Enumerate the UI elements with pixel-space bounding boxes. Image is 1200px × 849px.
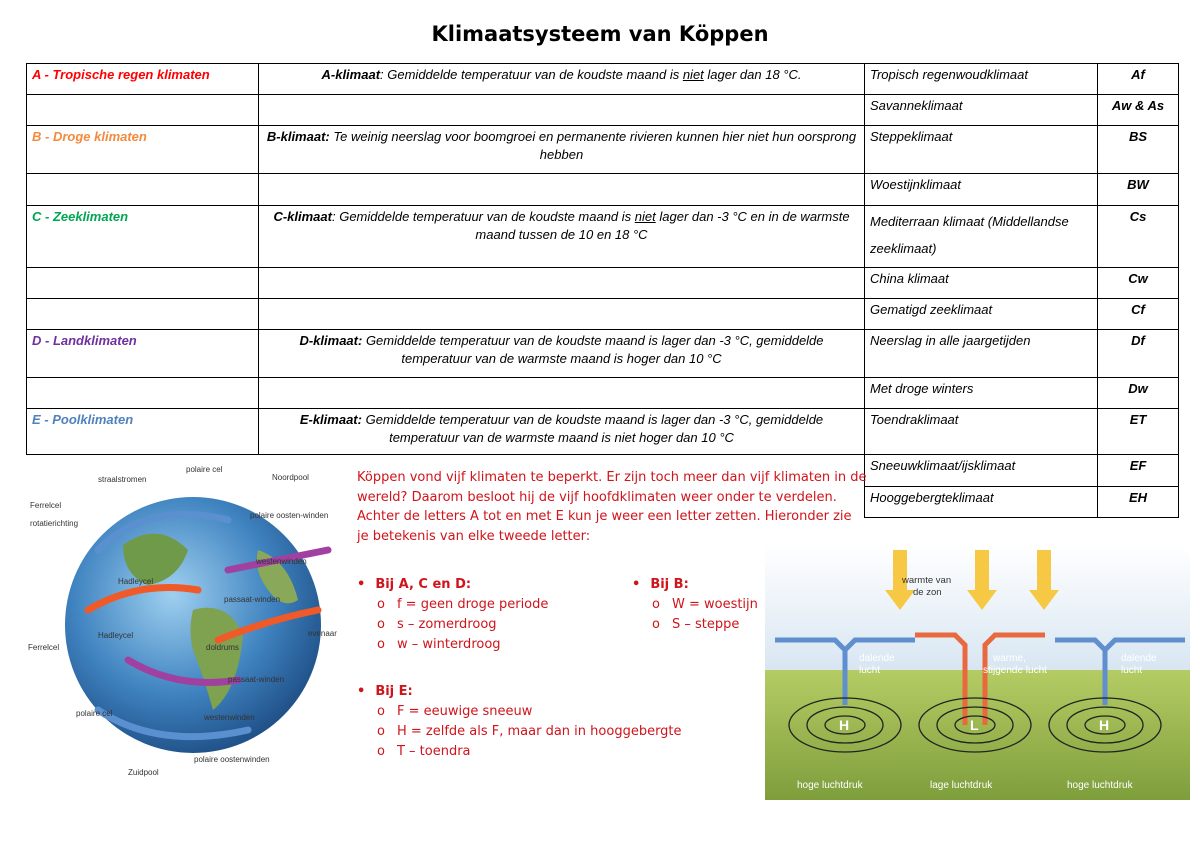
type-row <box>865 330 1179 378</box>
class-name: E - Poolklimaten <box>27 409 259 455</box>
type-code: BW <box>1098 174 1179 206</box>
type-code: Dw <box>1098 378 1179 409</box>
group-item: o T – toendra <box>357 742 757 762</box>
type-code: BS <box>1098 126 1179 174</box>
label-passaatwinden-bottom: passaat-winden <box>228 675 285 684</box>
pressure-h-left: H <box>839 717 850 733</box>
group-e <box>357 682 757 762</box>
class-row <box>27 206 865 268</box>
type-code: Af <box>1098 64 1179 95</box>
definition-head: B-klimaat: <box>266 129 330 144</box>
type-code: Cw <box>1098 268 1179 299</box>
pressure-h-right: H <box>1099 717 1110 733</box>
label-ferrelcel-top: Ferrelcel <box>30 501 62 510</box>
definition-text: lager dan 18 °C. <box>703 67 802 82</box>
label-polaire-oostenwinden-bottom: polaire oostenwinden <box>194 755 270 764</box>
class-name: C - Zeeklimaten <box>27 206 259 268</box>
class-row <box>27 268 865 299</box>
pressure-diagram-figure <box>765 545 1190 800</box>
type-row <box>865 95 1179 126</box>
label-doldrums: doldrums <box>206 643 239 652</box>
group-item: o w – winterdroog <box>357 635 627 655</box>
label-lage: lage luchtdruk <box>930 780 993 791</box>
type-name: Sneeuwklimaat/ijsklimaat <box>865 455 1098 487</box>
label-zuidpool: Zuidpool <box>128 768 159 777</box>
group-item: o f = geen droge periode <box>357 595 627 615</box>
label-warmte-line1: warmte van <box>902 575 952 586</box>
group-heading: • Bij A, C en D: <box>357 575 627 595</box>
class-name <box>27 95 259 126</box>
type-name: Woestijnklimaat <box>865 174 1098 206</box>
group-item: o F = eeuwige sneeuw <box>357 702 757 722</box>
type-name: Tropisch regenwoudklimaat <box>865 64 1098 95</box>
type-code: EF <box>1098 455 1179 487</box>
group-item: o H = zelfde als F, maar dan in hooggebergte <box>357 722 757 742</box>
class-name: A - Tropische regen klimaten <box>27 64 259 95</box>
label-rotatierichting: rotatierichting <box>30 519 79 528</box>
label-dalende-left-1: dalende <box>859 653 895 664</box>
class-row <box>27 64 865 95</box>
label-polaire-cel-bottom: polaire cel <box>76 709 113 718</box>
type-name: Met droge winters <box>865 378 1098 409</box>
type-name: China klimaat <box>865 268 1098 299</box>
type-row <box>865 455 1179 487</box>
class-definition <box>259 378 865 409</box>
type-name: Gematigd zeeklimaat <box>865 299 1098 330</box>
group-item: o S – steppe <box>632 615 772 635</box>
label-warme-1: warme, <box>993 653 1026 664</box>
group-heading: • Bij E: <box>357 682 757 702</box>
type-row <box>865 487 1179 518</box>
class-row <box>27 126 865 174</box>
definition-underlined: niet <box>682 67 704 82</box>
label-noordpool: Noordpool <box>272 473 309 482</box>
class-row <box>27 409 865 455</box>
type-code: EH <box>1098 487 1179 518</box>
label-dalende-right-1: dalende <box>1121 653 1157 664</box>
definition-head: E-klimaat: <box>299 412 362 427</box>
group-heading: • Bij B: <box>632 575 772 595</box>
type-name: Hooggebergteklimaat <box>865 487 1098 518</box>
climate-types-table <box>864 63 1179 518</box>
definition-text: Te weinig neerslag voor boomgroei en permanente rivieren kunnen hier niet hun oorsprong hebben <box>329 129 857 162</box>
group-a-c-d <box>357 575 627 655</box>
definition-text: : Gemiddelde temperatuur van de koudste maand is <box>380 67 683 82</box>
type-code: Aw & As <box>1098 95 1179 126</box>
class-name <box>27 378 259 409</box>
definition-underlined: niet <box>634 209 656 224</box>
class-definition <box>259 299 865 330</box>
label-warme-2: stijgende lucht <box>983 665 1047 676</box>
type-code: ET <box>1098 409 1179 455</box>
definition-head: D-klimaat: <box>299 333 363 348</box>
class-definition <box>259 206 865 268</box>
type-row <box>865 268 1179 299</box>
type-code: Df <box>1098 330 1179 378</box>
label-dalende-left-2: lucht <box>859 665 881 676</box>
label-hoge-right: hoge luchtdruk <box>1067 780 1133 791</box>
label-polaire-cel-top: polaire cel <box>186 465 223 474</box>
class-row <box>27 95 865 126</box>
pressure-l: L <box>970 717 979 733</box>
type-row <box>865 174 1179 206</box>
type-row <box>865 126 1179 174</box>
type-name: Toendraklimaat <box>865 409 1098 455</box>
type-row <box>865 378 1179 409</box>
definition-text: Gemiddelde temperatuur van de koudste maand is lager dan -3 °C, gemiddelde temperatuur van de warmste maand is niet hoger dan 10 °C <box>361 412 824 445</box>
class-name: B - Droge klimaten <box>27 126 259 174</box>
class-row <box>27 378 865 409</box>
type-name: Mediterraan klimaat (Middellandse zeeklimaat) <box>865 206 1098 268</box>
class-definition <box>259 174 865 206</box>
type-row <box>865 206 1179 268</box>
label-hoge-left: hoge luchtdruk <box>797 780 863 791</box>
type-code: Cs <box>1098 206 1179 268</box>
climate-classes-table <box>26 63 865 455</box>
type-row <box>865 64 1179 95</box>
info-intro: Köppen vond vijf klimaten te beperkt. Er zijn toch meer dan vijf klimaten in de wereld? Daarom besloot hij de vijf hoofdklimaten weer onder te verdelen. Achter de letters A tot en met E kun je weer een letter zetten. Hieronder zie je betekenis van elke tweede letter: <box>357 470 867 544</box>
class-definition <box>259 95 865 126</box>
class-definition <box>259 126 865 174</box>
class-definition <box>259 64 865 95</box>
group-item: o s – zomerdroog <box>357 615 627 635</box>
class-definition <box>259 409 865 455</box>
class-name <box>27 268 259 299</box>
class-name <box>27 174 259 206</box>
class-definition <box>259 330 865 378</box>
label-westenwinden: westenwinden <box>256 557 307 566</box>
global-wind-globe-figure <box>28 460 358 780</box>
label-hadleycel-bottom: Hadleycel <box>98 631 134 640</box>
group-item: o W = woestijn <box>632 595 772 615</box>
type-row <box>865 409 1179 455</box>
label-passaatwinden-top: passaat-winden <box>224 595 281 604</box>
type-name: Neerslag in alle jaargetijden <box>865 330 1098 378</box>
definition-head: A-klimaat <box>321 67 381 82</box>
class-definition <box>259 268 865 299</box>
label-warmte-line2: de zon <box>913 587 942 598</box>
type-name: Steppeklimaat <box>865 126 1098 174</box>
label-westenwinden-bottom: westenwinden <box>204 713 255 722</box>
class-name <box>27 299 259 330</box>
class-row <box>27 174 865 206</box>
label-polaire-oostenwinden-top: polaire oosten-winden <box>250 511 329 520</box>
page-title: Klimaatsysteem van Köppen <box>431 22 769 46</box>
label-hadleycel-top: Hadleycel <box>118 577 154 586</box>
label-dalende-right-2: lucht <box>1121 665 1143 676</box>
info-block <box>357 468 867 546</box>
class-row <box>27 330 865 378</box>
label-evenaar: evenaar <box>308 629 337 638</box>
type-name: Savanneklimaat <box>865 95 1098 126</box>
class-row <box>27 299 865 330</box>
group-b <box>632 575 772 635</box>
type-code: Cf <box>1098 299 1179 330</box>
definition-text: Gemiddelde temperatuur van de koudste maand is lager dan -3 °C, gemiddelde temperatuur van de warmste maand is hoger dan 10 °C <box>362 333 824 366</box>
label-ferrelcel-bottom: Ferrelcel <box>28 643 60 652</box>
type-row <box>865 299 1179 330</box>
definition-head: C-klimaat <box>273 209 332 224</box>
definition-text: : Gemiddelde temperatuur van de koudste maand is <box>331 209 635 224</box>
label-straalstromen: straalstromen <box>98 475 147 484</box>
definition-text: lager dan -3 °C en in de warmste maand tussen de 10 en 18 °C <box>475 209 850 242</box>
class-name: D - Landklimaten <box>27 330 259 378</box>
